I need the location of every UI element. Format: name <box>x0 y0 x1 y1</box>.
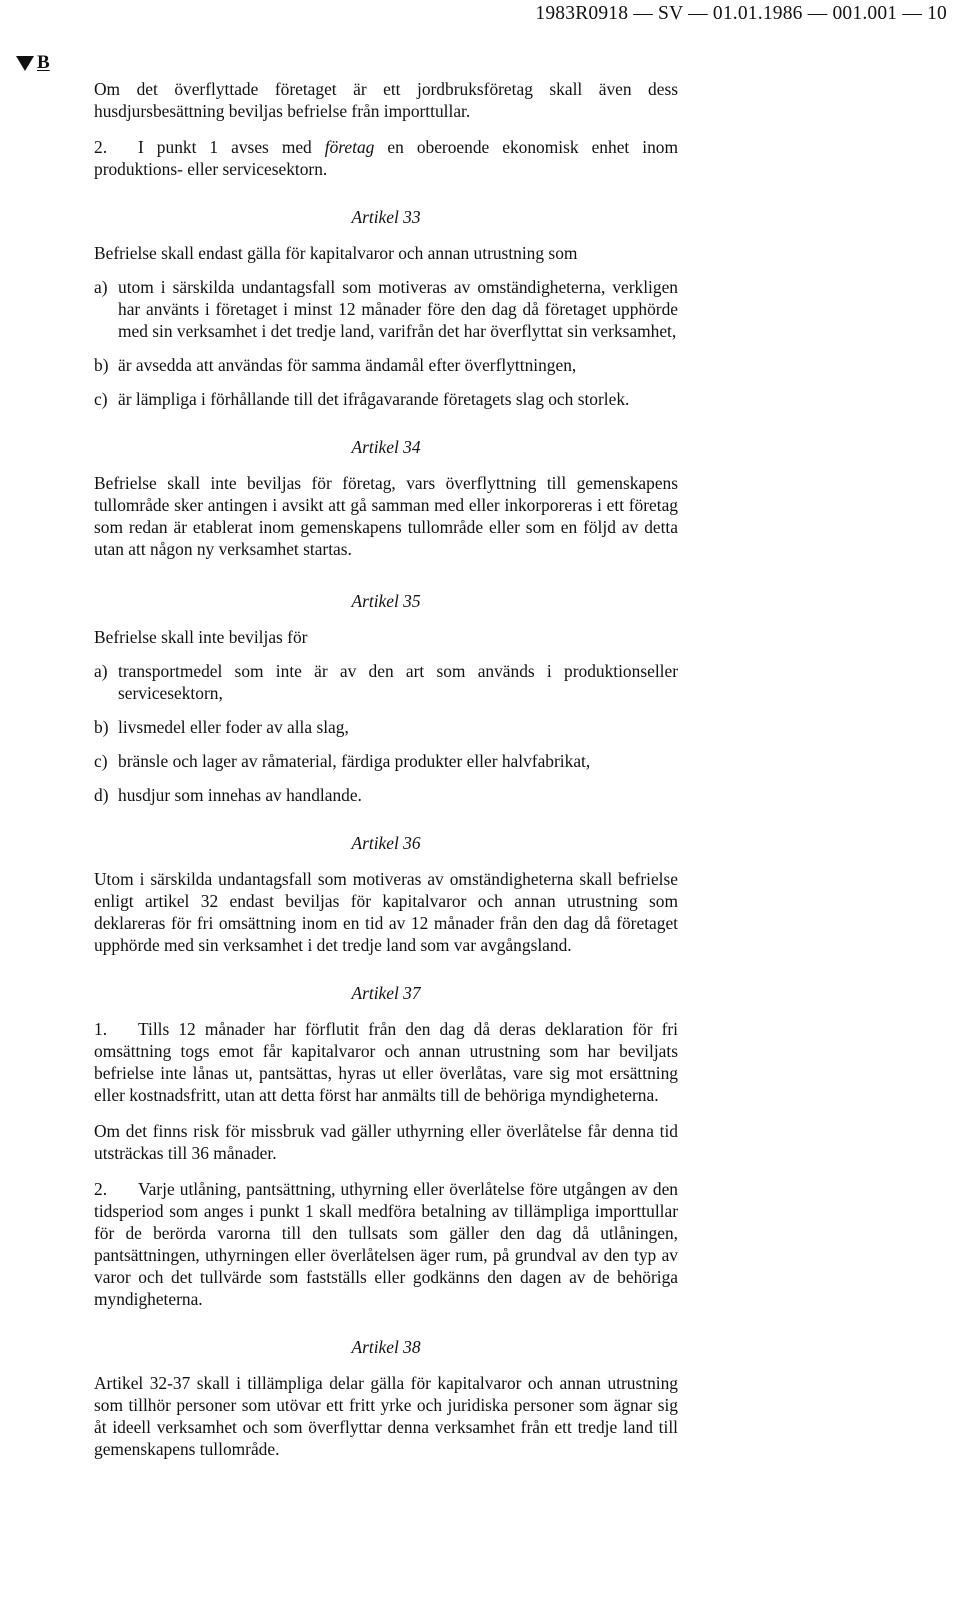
list-item-text: husdjur som innehas av handlande. <box>118 785 362 805</box>
article-38-text: Artikel 32-37 skall i tillämpliga delar gälla för kapitalvaror och annan utrustning som tillhör personer som utövar ett fritt yrke och juridiska personer som ägnar sig åt ideell verksamhet och som överflyttar denna verksamhet från ett tredje land till gemenskapens tullområde. <box>94 1373 678 1459</box>
article-34-text: Befrielse skall inte beviljas för företag, vars överflyttning till gemenskapens tullområde sker antingen i avsikt att gå samman med eller inkorporeras i ett företag som redan är etablerat inom gemenskapens tullområde eller som en följd av detta utan att någon ny verksamhet startas. <box>94 473 678 559</box>
point-text: Varje utlåning, pantsättning, uthyrning eller överlåtelse före utgången av den tidsperiod som anges i punkt 1 skall medföra betalning av tillämpliga importtullar för de berörda varorna till den tullsats som gäller den dag då utlåningen, pantsättningen, uthyrningen eller överlåtelsen äger rum, på grundval av den typ av varor och det tullvärde som fastställs eller godkänns den dagen av de behöriga myndigheterna. <box>94 1179 678 1309</box>
intro-paragraph: Om det överflyttade företaget är ett jordbruksföretag skall även dess husdjursbesättning beviljas befrielse från importtullar. <box>94 79 678 121</box>
list-item <box>94 660 678 704</box>
article-35-lead: Befrielse skall inte beviljas för <box>94 627 308 647</box>
point-text: Tills 12 månader har förflutit från den dag då deras deklaration för fri omsättning togs emot får kapitalvaror och annan utrustning som har beviljats befrielse inte lånas ut, pantsättas, hyras ut eller överlåtas, vare sig mot ersättning eller kostnadsfritt, utan att detta först har anmälts till de behöriga myndigheterna. <box>94 1019 678 1105</box>
article-37-point-2 <box>94 1178 678 1310</box>
point-text-after: en oberoende ekonomisk enhet inom produktions- eller servicesektorn. <box>94 137 679 179</box>
running-header: 1983R0918 — SV — 01.01.1986 — 001.001 — 10 <box>535 3 947 24</box>
list-item-text: transportmedel som inte är av den art som används i produktionseller servicesektorn, <box>118 661 678 703</box>
point-number: 2. <box>94 1179 108 1199</box>
list-item-text: är lämpliga i förhållande till det ifrågavarande företagets slag och storlek. <box>118 389 630 409</box>
list-item-label: b) <box>94 355 109 375</box>
list-item-label: c) <box>94 389 108 409</box>
article-33-lead: Befrielse skall endast gälla för kapitalvaror och annan utrustning som <box>94 243 578 263</box>
article-37-heading: Artikel 37 <box>351 983 421 1003</box>
list-item-text: livsmedel eller foder av alla slag, <box>118 717 349 737</box>
amendment-marker-label: B <box>37 52 50 73</box>
list-item <box>94 750 678 772</box>
list-item-label: a) <box>94 661 108 681</box>
list-item <box>94 354 678 376</box>
list-item-label: b) <box>94 717 109 737</box>
list-item <box>94 388 678 410</box>
list-item <box>94 716 678 738</box>
intro-point-2 <box>94 136 678 180</box>
point-number: 2. <box>94 137 108 157</box>
list-item-label: d) <box>94 785 109 805</box>
article-37-paragraph: Om det finns risk för missbruk vad gäller uthyrning eller överlåtelse får denna tid utsträckas till 36 månader. <box>94 1121 678 1163</box>
triangle-down-icon <box>16 56 34 71</box>
list-item-text: är avsedda att användas för samma ändamål efter överflyttningen, <box>118 355 577 375</box>
defined-term: företag <box>324 137 375 157</box>
list-item-text: utom i särskilda undantagsfall som motiveras av omständigheterna, verkligen har använts i företaget i minst 12 månader före den dag då företaget upphörde med sin verksamhet i det tredje land, varifrån det har överflyttat sin verksamhet, <box>118 277 678 341</box>
article-34-heading: Artikel 34 <box>351 437 421 457</box>
list-item <box>94 784 678 806</box>
point-text-before: I punkt 1 avses med <box>138 137 325 157</box>
point-number: 1. <box>94 1019 108 1039</box>
article-36-text: Utom i särskilda undantagsfall som motiveras av omständigheterna skall befrielse enligt artikel 32 endast beviljas för kapitalvaror och annan utrustning som deklareras för fri omsättning inom en tid av 12 månader från den dag då företaget upphörde med sin verksamhet i det tredje land som var avgångsland. <box>94 869 678 955</box>
list-item <box>94 276 678 342</box>
amendment-marker <box>16 52 50 74</box>
list-item-label: c) <box>94 751 108 771</box>
document-body <box>94 78 678 1460</box>
list-item-label: a) <box>94 277 108 297</box>
article-36-heading: Artikel 36 <box>351 833 421 853</box>
article-38-heading: Artikel 38 <box>351 1337 421 1357</box>
article-35-heading: Artikel 35 <box>351 591 421 611</box>
list-item-text: bränsle och lager av råmaterial, färdiga produkter eller halvfabrikat, <box>118 751 591 771</box>
article-33-heading: Artikel 33 <box>351 207 421 227</box>
article-37-point-1 <box>94 1018 678 1106</box>
